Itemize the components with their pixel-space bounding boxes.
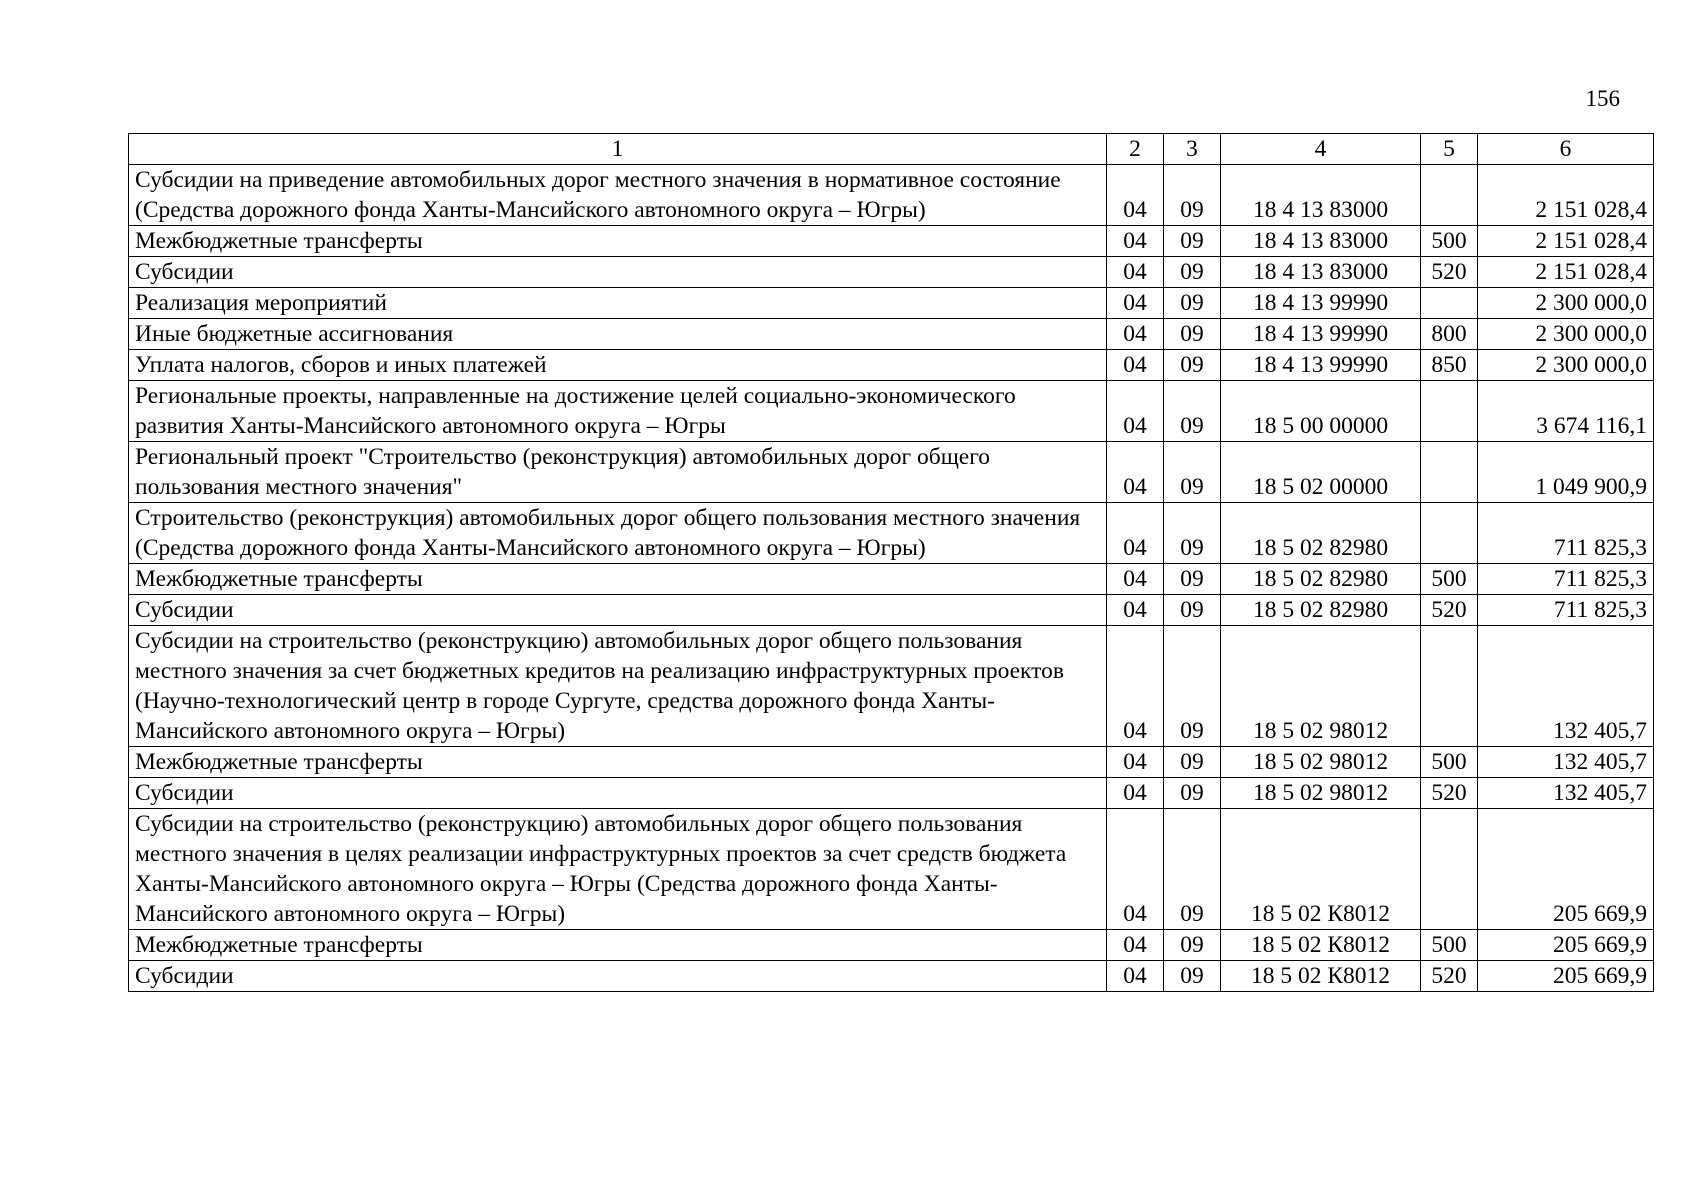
row-subsection-cell: 09 [1164, 319, 1221, 350]
row-name-cell: Субсидии [129, 257, 1107, 288]
row-section-cell: 04 [1107, 930, 1164, 961]
row-amount-cell: 711 825,3 [1478, 564, 1654, 595]
row-subsection-cell: 09 [1164, 226, 1221, 257]
table-row [129, 503, 1654, 564]
row-target-code-cell: 18 5 02 98012 [1221, 778, 1421, 809]
table-row [129, 961, 1654, 992]
row-name-cell: Уплата налогов, сборов и иных платежей [129, 350, 1107, 381]
row-subsection-cell: 09 [1164, 778, 1221, 809]
row-expense-type-cell [1421, 809, 1478, 930]
row-section-cell: 04 [1107, 319, 1164, 350]
table-row [129, 626, 1654, 747]
row-subsection-cell: 09 [1164, 288, 1221, 319]
header-cell: 6 [1478, 134, 1654, 165]
row-amount-cell: 1 049 900,9 [1478, 442, 1654, 503]
row-name-cell: Субсидии на приведение автомобильных дорог местного значения в нормативное состояние (Средства дорожного фонда Ханты-Мансийского автономного округа – Югры) [129, 165, 1107, 226]
row-expense-type-cell [1421, 626, 1478, 747]
row-expense-type-cell: 500 [1421, 226, 1478, 257]
row-target-code-cell: 18 5 02 82980 [1221, 503, 1421, 564]
budget-table [128, 133, 1654, 992]
row-name-cell: Строительство (реконструкция) автомобильных дорог общего пользования местного значения (Средства дорожного фонда Ханты-Мансийского автономного округа – Югры) [129, 503, 1107, 564]
row-subsection-cell: 09 [1164, 503, 1221, 564]
row-expense-type-cell [1421, 288, 1478, 319]
row-name-cell: Региональный проект "Строительство (реконструкция) автомобильных дорог общего пользования местного значения" [129, 442, 1107, 503]
page-number: 156 [1585, 86, 1620, 111]
row-amount-cell: 2 300 000,0 [1478, 350, 1654, 381]
row-expense-type-cell [1421, 381, 1478, 442]
row-amount-cell: 205 669,9 [1478, 809, 1654, 930]
row-target-code-cell: 18 5 02 98012 [1221, 747, 1421, 778]
table-row [129, 564, 1654, 595]
table-row [129, 778, 1654, 809]
row-section-cell: 04 [1107, 778, 1164, 809]
table-row [129, 930, 1654, 961]
row-name-cell: Субсидии [129, 595, 1107, 626]
row-name-cell: Иные бюджетные ассигнования [129, 319, 1107, 350]
row-expense-type-cell [1421, 442, 1478, 503]
row-amount-cell: 132 405,7 [1478, 778, 1654, 809]
row-subsection-cell: 09 [1164, 930, 1221, 961]
row-section-cell: 04 [1107, 961, 1164, 992]
row-subsection-cell: 09 [1164, 595, 1221, 626]
row-target-code-cell: 18 4 13 99990 [1221, 350, 1421, 381]
row-target-code-cell: 18 5 00 00000 [1221, 381, 1421, 442]
row-section-cell: 04 [1107, 595, 1164, 626]
row-section-cell: 04 [1107, 165, 1164, 226]
row-subsection-cell: 09 [1164, 747, 1221, 778]
row-name-cell: Субсидии на строительство (реконструкцию) автомобильных дорог общего пользования местного значения в целях реализации инфраструктурных проектов за счет средств бюджета Ханты-Мансийского автономного округа – Югры (Средства дорожного фонда Ханты-Мансийского автономного округа – Югры) [129, 809, 1107, 930]
table-row [129, 319, 1654, 350]
row-target-code-cell: 18 5 02 82980 [1221, 564, 1421, 595]
row-target-code-cell: 18 5 02 98012 [1221, 626, 1421, 747]
row-target-code-cell: 18 5 02 82980 [1221, 595, 1421, 626]
row-target-code-cell: 18 4 13 83000 [1221, 257, 1421, 288]
row-subsection-cell: 09 [1164, 350, 1221, 381]
row-subsection-cell: 09 [1164, 961, 1221, 992]
header-cell: 3 [1164, 134, 1221, 165]
row-expense-type-cell [1421, 165, 1478, 226]
row-amount-cell: 2 151 028,4 [1478, 257, 1654, 288]
table-row [129, 288, 1654, 319]
table-row [129, 350, 1654, 381]
table-row [129, 165, 1654, 226]
row-expense-type-cell: 500 [1421, 930, 1478, 961]
header-cell: 1 [129, 134, 1107, 165]
header-row [129, 134, 1654, 165]
row-section-cell: 04 [1107, 350, 1164, 381]
row-section-cell: 04 [1107, 503, 1164, 564]
row-subsection-cell: 09 [1164, 626, 1221, 747]
row-section-cell: 04 [1107, 626, 1164, 747]
row-name-cell: Субсидии [129, 961, 1107, 992]
row-section-cell: 04 [1107, 381, 1164, 442]
row-expense-type-cell: 800 [1421, 319, 1478, 350]
row-expense-type-cell: 850 [1421, 350, 1478, 381]
row-expense-type-cell: 520 [1421, 595, 1478, 626]
row-section-cell: 04 [1107, 747, 1164, 778]
table-row [129, 381, 1654, 442]
row-amount-cell: 132 405,7 [1478, 626, 1654, 747]
row-target-code-cell: 18 4 13 83000 [1221, 165, 1421, 226]
row-target-code-cell: 18 5 02 К8012 [1221, 930, 1421, 961]
row-section-cell: 04 [1107, 257, 1164, 288]
row-name-cell: Межбюджетные трансферты [129, 226, 1107, 257]
row-name-cell: Региональные проекты, направленные на достижение целей социально-экономического развития Ханты-Мансийского автономного округа – Югры [129, 381, 1107, 442]
row-expense-type-cell: 500 [1421, 564, 1478, 595]
table-row [129, 257, 1654, 288]
row-section-cell: 04 [1107, 809, 1164, 930]
row-section-cell: 04 [1107, 564, 1164, 595]
row-amount-cell: 711 825,3 [1478, 595, 1654, 626]
row-subsection-cell: 09 [1164, 257, 1221, 288]
row-section-cell: 04 [1107, 226, 1164, 257]
table-row [129, 226, 1654, 257]
row-target-code-cell: 18 5 02 00000 [1221, 442, 1421, 503]
row-target-code-cell: 18 4 13 99990 [1221, 319, 1421, 350]
row-name-cell: Субсидии на строительство (реконструкцию) автомобильных дорог общего пользования местного значения за счет бюджетных кредитов на реализацию инфраструктурных проектов (Научно-технологический центр в городе Сургуте, средства дорожного фонда Ханты-Мансийского автономного округа – Югры) [129, 626, 1107, 747]
row-section-cell: 04 [1107, 288, 1164, 319]
row-target-code-cell: 18 4 13 99990 [1221, 288, 1421, 319]
row-expense-type-cell [1421, 503, 1478, 564]
row-target-code-cell: 18 5 02 К8012 [1221, 809, 1421, 930]
table-row [129, 747, 1654, 778]
row-amount-cell: 132 405,7 [1478, 747, 1654, 778]
table-row [129, 595, 1654, 626]
row-amount-cell: 711 825,3 [1478, 503, 1654, 564]
row-subsection-cell: 09 [1164, 381, 1221, 442]
row-amount-cell: 205 669,9 [1478, 961, 1654, 992]
row-amount-cell: 205 669,9 [1478, 930, 1654, 961]
row-name-cell: Межбюджетные трансферты [129, 564, 1107, 595]
row-subsection-cell: 09 [1164, 442, 1221, 503]
row-target-code-cell: 18 5 02 К8012 [1221, 961, 1421, 992]
header-cell: 4 [1221, 134, 1421, 165]
row-subsection-cell: 09 [1164, 809, 1221, 930]
row-expense-type-cell: 520 [1421, 257, 1478, 288]
table-body [129, 165, 1654, 992]
row-name-cell: Реализация мероприятий [129, 288, 1107, 319]
table-row [129, 809, 1654, 930]
row-expense-type-cell: 500 [1421, 747, 1478, 778]
row-name-cell: Межбюджетные трансферты [129, 747, 1107, 778]
row-amount-cell: 2 300 000,0 [1478, 319, 1654, 350]
header-cell: 2 [1107, 134, 1164, 165]
row-name-cell: Межбюджетные трансферты [129, 930, 1107, 961]
row-section-cell: 04 [1107, 442, 1164, 503]
row-name-cell: Субсидии [129, 778, 1107, 809]
row-expense-type-cell: 520 [1421, 961, 1478, 992]
header-cell: 5 [1421, 134, 1478, 165]
row-amount-cell: 2 300 000,0 [1478, 288, 1654, 319]
row-amount-cell: 2 151 028,4 [1478, 165, 1654, 226]
row-amount-cell: 2 151 028,4 [1478, 226, 1654, 257]
row-subsection-cell: 09 [1164, 165, 1221, 226]
row-subsection-cell: 09 [1164, 564, 1221, 595]
row-target-code-cell: 18 4 13 83000 [1221, 226, 1421, 257]
row-amount-cell: 3 674 116,1 [1478, 381, 1654, 442]
table-row [129, 442, 1654, 503]
row-expense-type-cell: 520 [1421, 778, 1478, 809]
